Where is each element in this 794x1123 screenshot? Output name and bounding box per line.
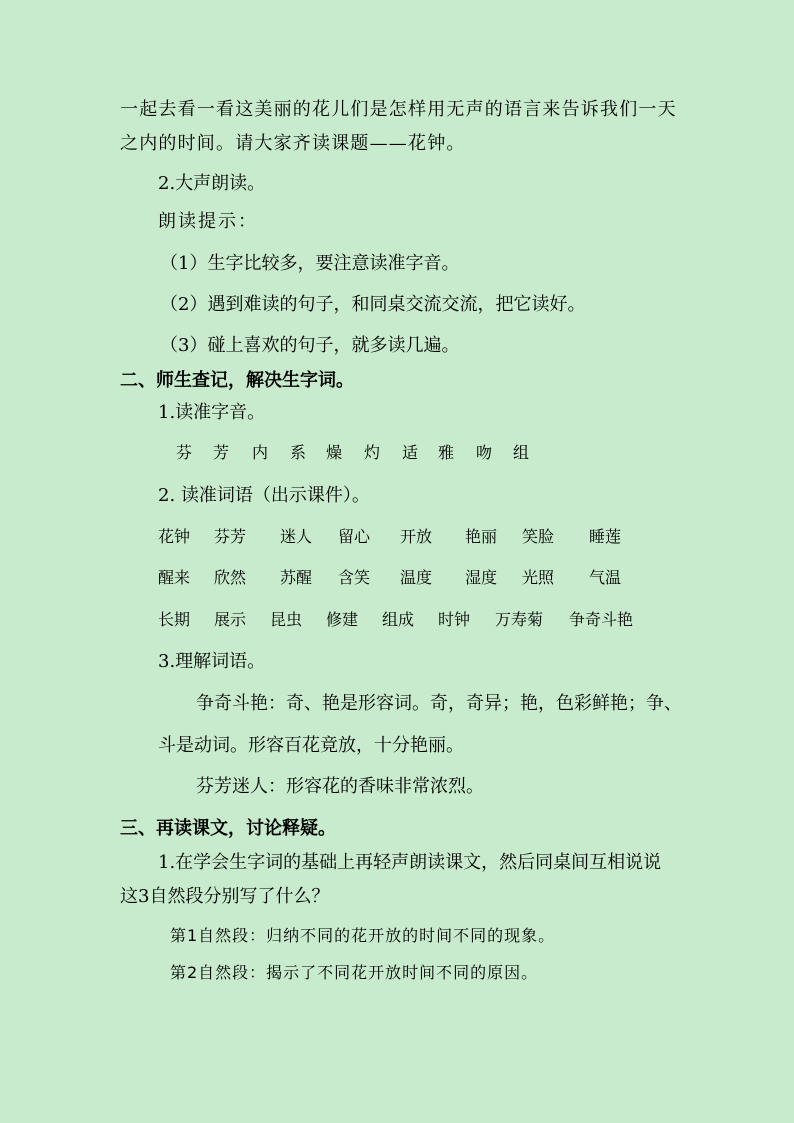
word: 艳丽: [465, 527, 498, 546]
word: 气温: [589, 568, 622, 587]
word: 修建: [326, 610, 359, 629]
word: 苏醒: [280, 568, 313, 587]
word: 温度: [400, 568, 433, 587]
intro-line-1: 一起去看一看这美丽的花儿们是怎样用无声的语言来告诉我们一天: [120, 99, 677, 120]
section-3-heading: 三、再读课文，讨论释疑。: [120, 818, 336, 839]
word: 笑脸: [522, 527, 555, 546]
definition-1-line-2: 斗是动词。形容百花竟放，十分艳丽。: [158, 735, 464, 756]
character: 内: [252, 443, 269, 462]
word-row-2: [158, 567, 658, 589]
word-row-3: [158, 609, 678, 631]
word: 长期: [158, 610, 191, 629]
paragraph-2-summary: 第2自然段：揭示了不同花开放时间不同的原因。: [170, 963, 539, 982]
section-2-item-2: 2. 读准词语（出示课件）。: [158, 485, 370, 506]
tips-title: 朗读提示：: [158, 211, 258, 232]
word: 湿度: [465, 568, 498, 587]
paragraph-1-summary: 第1自然段：归纳不同的花开放的时间不同的现象。: [170, 926, 556, 945]
section-2-item-3: 3.理解词语。: [158, 651, 266, 672]
character: 组: [513, 443, 530, 462]
word: 含笑: [338, 568, 371, 587]
word: 醒来: [158, 568, 191, 587]
word: 昆虫: [270, 610, 303, 629]
word: 争奇斗艳: [569, 610, 634, 629]
word: 留心: [338, 527, 371, 546]
read-aloud-item: 2.大声朗读。: [158, 173, 266, 194]
word: 开放: [400, 527, 433, 546]
word: 展示: [214, 610, 247, 629]
character: 雅: [438, 443, 455, 462]
word: 组成: [382, 610, 415, 629]
word: 万寿菊: [495, 610, 544, 629]
character: 吻: [476, 443, 493, 462]
character: 芬: [176, 443, 193, 462]
word: 时钟: [438, 610, 471, 629]
definition-1-line-1: 争奇斗艳：奇、艳是形容词。奇，奇异；艳，色彩鲜艳；争、: [196, 693, 682, 714]
definition-2: 芬芳迷人：形容花的香味非常浓烈。: [196, 776, 484, 797]
word: 迷人: [280, 527, 313, 546]
section-2-heading: 二、师生查记，解决生字词。: [120, 370, 354, 391]
word: 芬芳: [214, 527, 247, 546]
character: 适: [402, 443, 419, 462]
tip-3: （3）碰上喜欢的句子，就多读几遍。: [160, 335, 460, 356]
word: 光照: [522, 568, 555, 587]
section-2-item-1: 1.读准字音。: [158, 402, 266, 423]
tip-1: （1）生字比较多，要注意读准字音。: [160, 253, 460, 274]
word-row-1: [158, 526, 658, 548]
word: 欣然: [214, 568, 247, 587]
tip-2: （2）遇到难读的句子，和同桌交流交流，把它读好。: [160, 294, 586, 315]
character: 芳: [213, 443, 230, 462]
character-row: [176, 442, 576, 464]
word: 睡莲: [589, 527, 622, 546]
character: 灼: [364, 443, 381, 462]
section-3-item-1-line-2: 这3自然段分别写了什么？: [120, 886, 330, 907]
word: 花钟: [158, 527, 191, 546]
character: 燥: [326, 443, 343, 462]
section-3-item-1-line-1: 1.在学会生字词的基础上再轻声朗读课文，然后同桌间互相说说: [158, 852, 662, 873]
intro-line-2: 之内的时间。请大家齐读课题——花钟。: [120, 133, 466, 154]
character: 系: [290, 443, 307, 462]
